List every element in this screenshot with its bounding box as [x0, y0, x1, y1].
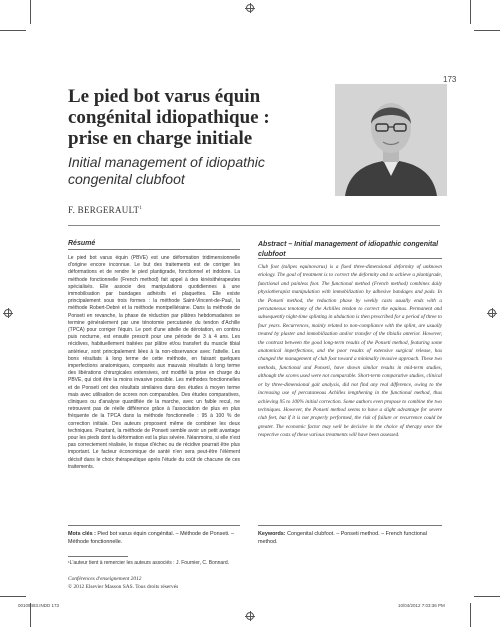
footnote-rule	[68, 556, 128, 557]
registration-mark	[246, 612, 254, 620]
article-subtitle: Initial management of idiopathic congenital clubfoot	[68, 154, 265, 187]
crop-mark	[0, 596, 26, 597]
abstract-header: Abstract – Initial management of idiopathic congenital clubfoot	[258, 241, 439, 258]
article-title: Le pied bot varus équin congénital idiopathique : prise en charge initiale	[68, 86, 270, 149]
footnote: ¹L'auteur tient à remercier les auteurs associés : J. Fournier, C. Bonnard.	[68, 560, 230, 566]
print-slug-date: 10/04/2012 7:03:36 PM	[398, 603, 445, 608]
page-number: 173	[443, 75, 457, 84]
resume-text: Le pied bot varus équin (PBVE) est une déformation tridimensionnelle d'origine encore inconnue. Le but des traitements est de corriger les déformations et de rendre le pied plantigrade, fonctionnel et indolore. La méthode fonctionnelle (French method) fait appel à des kinésithérapeutes spécialisés. Elle associe des manipulations quotidiennes à une immobilisation par bandages adhésifs et plaquettes. Elle existe principalement sous trois formes : la méthode Saint-Vincent-de-Paul, la méthode Robert-Debré et la méthode montpelliéraine. Dans la méthode de Ponseti en revanche, la phase de réduction par plâtres hebdomadaires se termine généralement par une ténotomie percutanée du tendon d'Achille (TPCA) pour corriger l'équin. Le port d'une attelle de dérotation, en continu puis nocturne, est ensuite prescrit pour une période de 3 à 4 ans. Les récidives, habituellement traitées par plâtre et/ou transfert du muscle tibial antérieur, sont principalement liées à la non-observance avec l'attelle. Les bons résultats à long terme de cette méthode, en faisant quelques imperfections anatomiques, comparés aux mauvais résultats à long terme des libérations chirurgicales extensives, ont modifié la prise en charge du PBVE, qui doit être la moins invasive possible. Les méthodes fonctionnelles et de Ponseti ont des résultats similaires dans des études à moyen terme mais avec utilisation de scores non comparables. Des études comparatives, cliniques ou d'analyse quantifiée de la marche, avec un faible recul, ne retrouvent pas de réelle différence grâce à l'association de plus en plus fréquente de la TPCA dans la méthode fonctionnelle : 95 à 100 % de correction initiale. Des auteurs proposent même de combiner les deux techniques. Pourtant, la méthode de Ponseti semble avoir un petit avantage pour les pieds dont la déformation est la plus sévère. Néanmoins, si elle n'est pas correctement réalisée, le risque d'échec ou de récidive pourrait être plus important. Le facteur économique de santé n'en sera peut-être l'élément décisif dans le choix thérapeutique après l'étude du coût de chacune de ces traitements.	[68, 255, 240, 470]
resume-header: Résumé	[68, 240, 96, 247]
author-photo	[335, 84, 447, 196]
crop-mark	[470, 603, 471, 627]
abstract-text: Club foot (talipes equinovarus) is a fixed three-dimensional deformity of unknown etiology. The goal of treatment is to correct the deformity and to achieve a plantigrade, functional and painless foot. The functional method (French method) combines daily physiotherapist manipulation with immobilization by adhesive bandages and pads. In the Ponseti method, the reduction phase by weekly casts usually ends with a percutaneous tenotomy of the Achilles tendon to correct the equinus. Permanent and subsequently night-time splinting in abduction is then prescribed for a period of three to four years. Recurrences, mainly related to non-compliance with the splint, are usually treated by plaster and immobilization and/or transfer of the tibialis anterior. However, the contrast between the good long-term results of the Ponseti method, featuring some anatomical imperfections, and the poor results of extensive surgical release, has changed the management of club foot toward a minimally invasive approach. These two methods, functional and Ponseti, have shown similar results in mid-term studies, although the scores used were not comparable. Short-term comparative studies, clinical or by three-dimensional gait analysis, did not find any real difference, owing to the increasing use of percutaneous Achilles lengthening in the functional method, thus achieving 95 to 100% initial correction. Some authors even propose to combine the two techniques. However, the Ponseti method seems to have a slight advantage for severe club feet, but if it is not properly performed, the risk of failure or recurrence could be greater. The economic factor may well be decisive in the choice of therapy once the respective costs of these various treatments will have been assessed.	[258, 264, 442, 439]
author-portrait-image	[335, 84, 447, 196]
registration-mark	[4, 309, 12, 317]
keywords-en-rule	[258, 525, 442, 526]
keywords-fr-label: Mots clés :	[68, 531, 96, 537]
copyright-line: © 2012 Elsevier Masson SAS. Tous droits réservés	[68, 584, 179, 590]
crop-mark	[474, 30, 500, 31]
header-divider	[68, 225, 440, 226]
keywords-en-text: Congenital clubfoot. – Ponseti method. – French functional method.	[258, 531, 428, 545]
crop-mark	[0, 30, 26, 31]
keywords-en	[258, 530, 442, 546]
print-slug-file: 00109483.INDD 173	[18, 603, 60, 608]
keywords-fr	[68, 530, 240, 546]
crop-mark	[470, 0, 471, 24]
abstract-header-rule	[258, 258, 442, 259]
author-name-text: F. BERGERAULT	[68, 205, 140, 215]
keywords-fr-text: Pied bot varus équin congénital. – Méthode de Ponseti. – Méthode fonctionnelle.	[68, 531, 235, 545]
publication-line: Conférences d'enseignement 2012	[68, 576, 142, 582]
author-name	[68, 205, 142, 215]
keywords-fr-rule	[68, 525, 240, 526]
registration-mark	[488, 309, 496, 317]
author-note-marker: 1	[139, 206, 143, 211]
crop-mark	[30, 0, 31, 24]
registration-mark	[246, 4, 254, 12]
resume-header-rule	[68, 249, 240, 250]
keywords-en-label: Keywords:	[258, 531, 286, 537]
crop-mark	[474, 596, 500, 597]
